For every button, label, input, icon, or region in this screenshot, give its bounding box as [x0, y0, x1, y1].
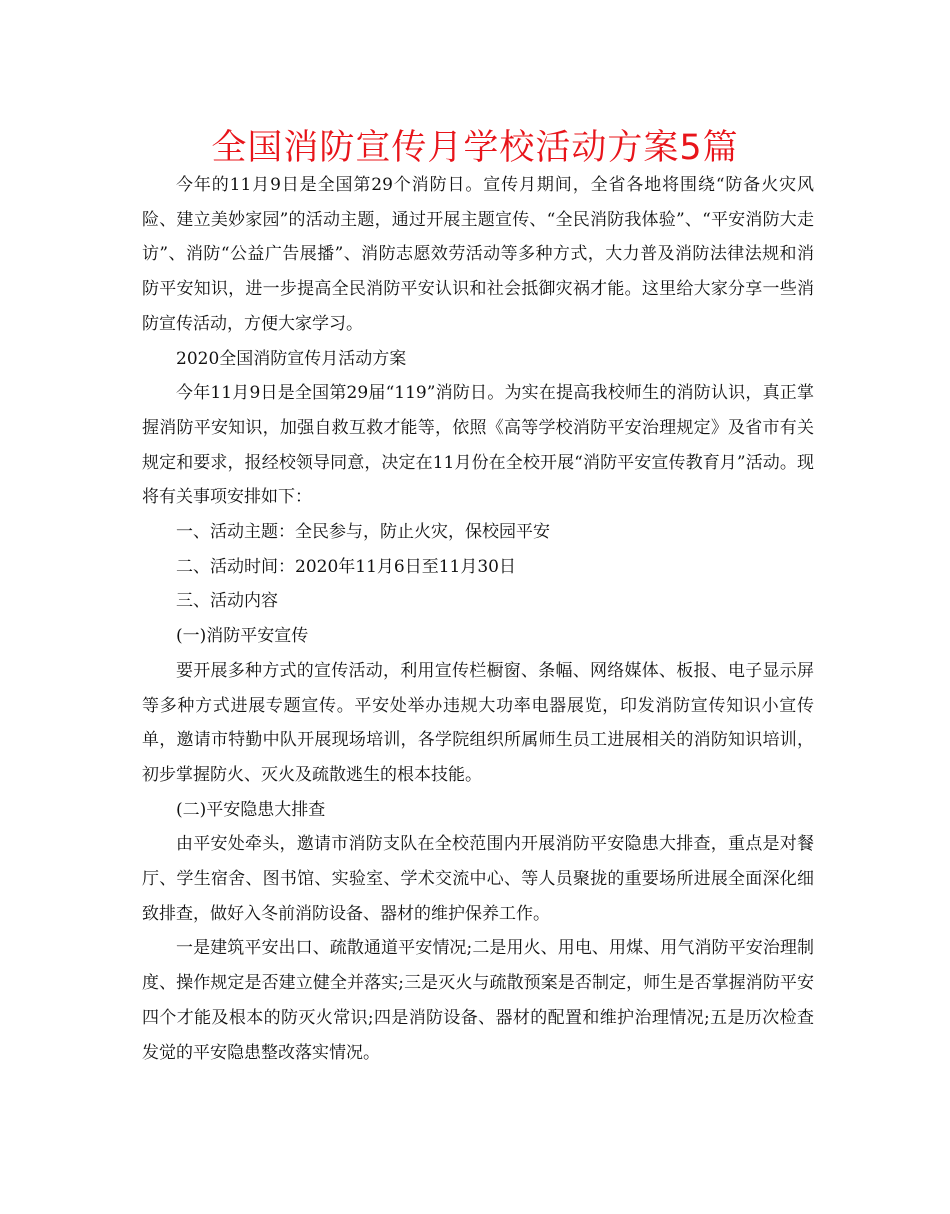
publicity-paragraph: 要开展多种方式的宣传活动，利用宣传栏橱窗、条幅、网络媒体、板报、电子显示屏等多种方式进展专题宣传。平安处举办违规大功率电器展览，印发消防宣传知识小宣传单，邀请市特勤中队开展现场培训，各学院组织所属师生员工进展相关的消防知识培训，初步掌握防火、灭火及疏散逃生的根本技能。 — [142, 660, 814, 785]
inspection-paragraph: 由平安处牵头，邀请市消防支队在全校范围内开展消防平安隐患大排查，重点是对餐厅、学生宿舍、图书馆、实验室、学术交流中心、等人员聚拢的重要场所进展全面深化细致排查，做好入冬前消防设备、器材的维护保养工作。 — [142, 834, 814, 924]
plan-intro-paragraph: 今年11月9日是全国第29届“119”消防日。为实在提高我校师生的消防认识，真正掌握消防平安知识，加强自救互救才能等，依照《高等学校消防平安治理规定》及省市有关规定和要求，报经校领导同意，决定在11月份在全校开展“消防平安宣传教育月”活动。现将有关事项安排如下： — [142, 383, 814, 508]
intro-paragraph: 今年的11月9日是全国第29个消防日。宣传月期间，全省各地将围绕“防备火灾风险、建立美妙家园”的活动主题，通过开展主题宣传、“全民消防我体验”、“平安消防大走访”、消防“公益广告展播”、消防志愿效劳活动等多种方式，大力普及消防法律法规和消防平安知识，进一步提高全民消防平安认识和社会抵御灾祸才能。这里给大家分享一些消防宣传活动，方便大家学习。 — [142, 175, 814, 334]
document-body — [142, 168, 814, 1070]
inspection-items-paragraph: 一是建筑平安出口、疏散通道平安情况;二是用火、用电、用煤、用气消防平安治理制度、操作规定是否建立健全并落实;三是灭火与疏散预案是否制定，师生是否掌握消防平安四个才能及根本的防灭火常识;四是消防设备、器材的配置和维护治理情况;五是历次检查发觉的平安隐患整改落实情况。 — [142, 938, 814, 1063]
subsection-heading-inspection: (二)平安隐患大排查 — [176, 799, 326, 820]
document-title: 全国消防宣传月学校活动方案5篇 — [211, 128, 739, 168]
activity-time-line: 二、活动时间：2020年11月6日至11月30日 — [176, 556, 516, 577]
subsection-heading-publicity: (一)消防平安宣传 — [176, 626, 309, 647]
activity-theme-line: 一、活动主题：全民参与，防止火灾，保校园平安 — [176, 522, 550, 543]
activity-content-heading: 三、活动内容 — [176, 591, 278, 612]
section-heading-plan: 2020全国消防宣传月活动方案 — [176, 348, 407, 369]
